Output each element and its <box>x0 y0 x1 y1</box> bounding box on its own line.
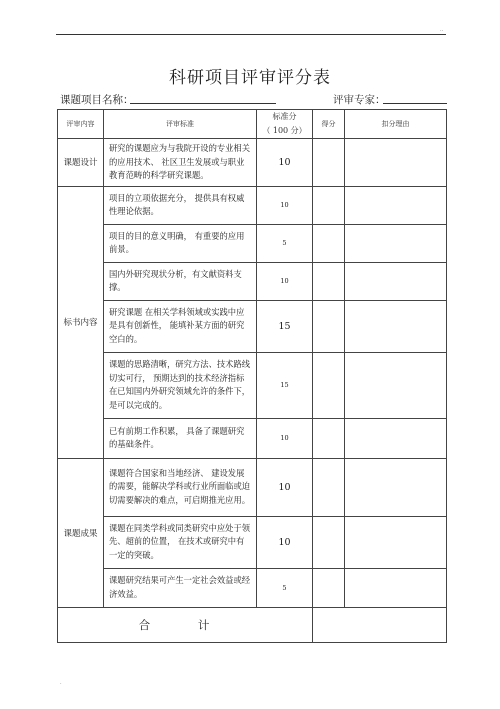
given-score-cell[interactable] <box>313 516 345 568</box>
given-score-cell[interactable] <box>313 418 345 458</box>
deduction-reason-cell[interactable] <box>345 224 447 262</box>
criteria-cell: 已有前期工作积累， 具备了课题研究的基础条件。 <box>104 418 257 458</box>
header-rule <box>56 34 446 35</box>
criteria-cell: 课题的思路清晰，研究方法、技术路线切实可行， 预期达到的技术经济指标在已知国内外研究领域允许的条件下， 是可以完成的。 <box>104 352 257 418</box>
header-standard-score <box>257 110 313 139</box>
deduction-reason-cell[interactable] <box>345 516 447 568</box>
criteria-cell: 课题研究结果可产生一定社会效益或经济效益。 <box>104 568 257 607</box>
deduction-reason-cell[interactable] <box>345 352 447 418</box>
header-mark: .. <box>440 27 444 33</box>
table-row <box>58 224 447 262</box>
table-row <box>58 352 447 418</box>
given-score-cell[interactable] <box>313 262 345 300</box>
standard-score-cell: 15 <box>257 352 313 418</box>
given-score-cell[interactable] <box>313 458 345 516</box>
criteria-cell: 研究的课题应为与我院开设的专业相关的应用技术、 社区卫生发展或与职业教育范畴的科学研究课题。 <box>104 139 257 187</box>
total-score-cell[interactable] <box>313 607 447 642</box>
score-table <box>57 109 447 643</box>
header-given-score: 得分 <box>313 110 345 139</box>
criteria-cell: 研究课题 在相关学科领域或实践中应是具有创新性， 能填补某方面的研究空白的。 <box>104 300 257 352</box>
standard-score-cell: 10 <box>257 186 313 224</box>
header-standard-score-line1: 标准分 <box>272 112 297 121</box>
deduction-reason-cell[interactable] <box>345 139 447 187</box>
criteria-cell: 项目的立项依据充分， 提供具有权威性理论依据。 <box>104 186 257 224</box>
given-score-cell[interactable] <box>313 139 345 187</box>
deduction-reason-cell[interactable] <box>345 568 447 607</box>
table-row <box>58 186 447 224</box>
deduction-reason-cell[interactable] <box>345 300 447 352</box>
deduction-reason-cell[interactable] <box>345 418 447 458</box>
standard-score-cell: 5 <box>257 568 313 607</box>
criteria-cell: 课题符合国家和当地经济、 建设发展的需要，能解决学科或行业所面临或迫切需要解决的难点，可启期推光应用。 <box>104 458 257 516</box>
criteria-cell: 项目的目的意义明确， 有重要的应用前景。 <box>104 224 257 262</box>
standard-score-cell: 10 <box>257 139 313 187</box>
deduction-reason-cell[interactable] <box>345 262 447 300</box>
table-row <box>58 139 447 187</box>
expert-label: 评审专家： <box>333 94 386 106</box>
header-deduction-reason: 扣分理由 <box>345 110 447 139</box>
table-row <box>58 568 447 607</box>
standard-score-cell: 10 <box>257 516 313 568</box>
footer-mark: . <box>60 680 62 686</box>
criteria-cell: 课题在同类学科或同类研究中应处于领先、超前的位置， 在技术或研究中有一定的突破。 <box>104 516 257 568</box>
total-label: 合 计 <box>58 607 313 642</box>
expert-field[interactable] <box>383 103 447 104</box>
table-row <box>58 300 447 352</box>
criteria-cell: 国内外研究现状分析，有文献资料支撑。 <box>104 262 257 300</box>
header-standard-score-line2: （ 100 分） <box>262 126 307 135</box>
header-criteria: 评审标准 <box>104 110 257 139</box>
table-row <box>58 458 447 516</box>
category-cell: 课题成果 <box>58 458 104 607</box>
table-header-row <box>58 110 447 139</box>
header-category: 评审内容 <box>58 110 104 139</box>
total-row <box>58 607 447 642</box>
deduction-reason-cell[interactable] <box>345 186 447 224</box>
page-title: 科研项目评审评分表 <box>169 68 331 88</box>
topic-name-field[interactable] <box>130 103 276 104</box>
standard-score-cell: 10 <box>257 262 313 300</box>
standard-score-cell: 10 <box>257 418 313 458</box>
given-score-cell[interactable] <box>313 224 345 262</box>
category-cell: 课题设计 <box>58 139 104 187</box>
given-score-cell[interactable] <box>313 186 345 224</box>
table-row <box>58 418 447 458</box>
deduction-reason-cell[interactable] <box>345 458 447 516</box>
standard-score-cell: 10 <box>257 458 313 516</box>
standard-score-cell: 15 <box>257 300 313 352</box>
table-row <box>58 516 447 568</box>
given-score-cell[interactable] <box>313 300 345 352</box>
table-row <box>58 262 447 300</box>
category-cell: 标书内容 <box>58 186 104 458</box>
standard-score-cell: 5 <box>257 224 313 262</box>
topic-name-label: 课题项目名称： <box>60 94 134 106</box>
given-score-cell[interactable] <box>313 352 345 418</box>
given-score-cell[interactable] <box>313 568 345 607</box>
